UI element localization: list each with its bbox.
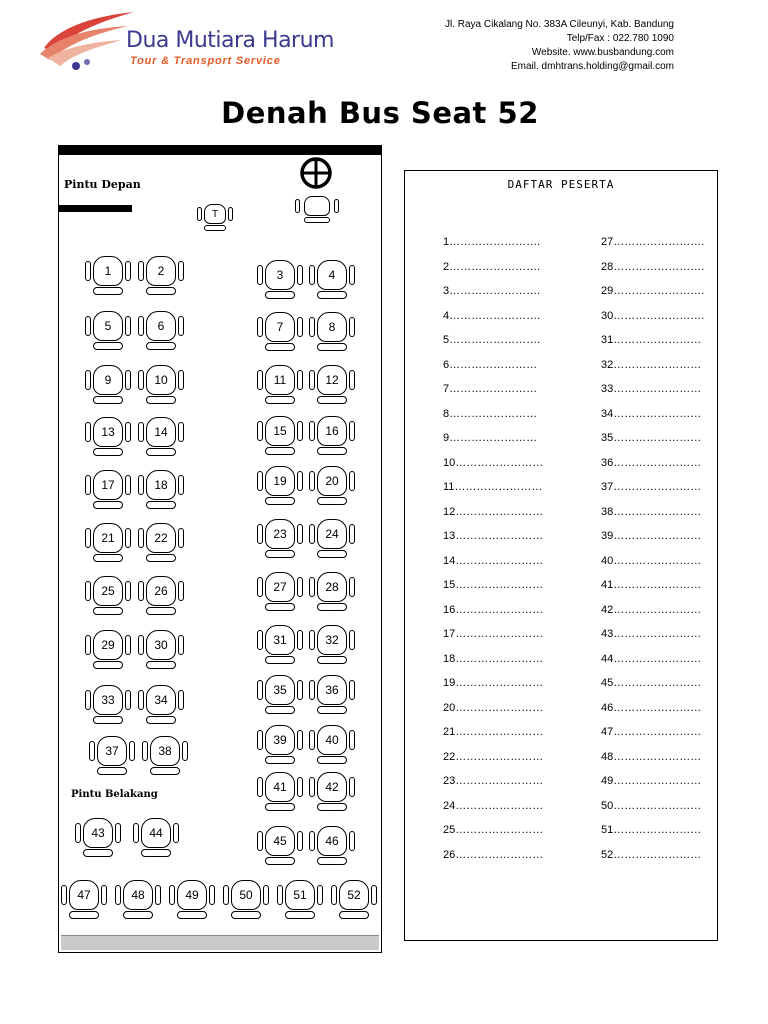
- seat-6: [138, 311, 184, 355]
- seat-number: 36: [325, 683, 339, 697]
- seat-number: 34: [154, 693, 168, 707]
- seat-number: 46: [325, 834, 339, 848]
- seat-number: 45: [273, 834, 287, 848]
- participant-list: [404, 170, 718, 941]
- participant-entry: 37……………………: [601, 481, 702, 493]
- seat-22: [138, 523, 184, 567]
- participant-entry: 23……………………: [443, 775, 544, 787]
- seat-number: 44: [149, 826, 163, 840]
- participant-entry: 29…………………….: [601, 285, 705, 297]
- seat-2: [138, 256, 184, 300]
- seat-14: [138, 417, 184, 461]
- seat-38: [142, 736, 188, 780]
- brand-name: Dua Mutiara Harum: [126, 28, 334, 53]
- seat-number: 6: [157, 319, 165, 333]
- driver-seat: [295, 196, 339, 226]
- participant-entry: 28…………………….: [601, 260, 705, 273]
- seat-number: 40: [325, 733, 339, 747]
- seat-number: 5: [104, 319, 112, 333]
- seat-36: [309, 675, 355, 719]
- seat-19: [257, 466, 303, 510]
- participant-entry: 7……………………: [443, 383, 538, 395]
- seat-number: 17: [101, 478, 115, 492]
- participant-entry: 4…………………….: [443, 309, 541, 322]
- seat-number: T: [211, 209, 219, 220]
- participant-list-title: DAFTAR PESERTA: [507, 178, 615, 191]
- seat-40: [309, 725, 355, 769]
- bus-rear-bar: [61, 935, 379, 950]
- participant-entry: 48……………………: [601, 750, 702, 763]
- participant-entry: 45……………………: [601, 677, 702, 689]
- seat-number: 10: [154, 373, 168, 387]
- participant-entry: 17……………………: [443, 628, 544, 640]
- participant-entry: 13……………………: [443, 530, 544, 542]
- front-door-marker: [59, 205, 132, 212]
- seat-number: 52: [347, 888, 361, 902]
- participant-entry: 20……………………: [443, 701, 544, 714]
- participant-entry: 21……………………: [443, 726, 544, 738]
- seat-number: 15: [273, 424, 287, 438]
- participant-entry: 1…………………….: [443, 236, 541, 248]
- seat-number: 31: [273, 633, 287, 647]
- participant-entry: 22……………………: [443, 750, 544, 763]
- seat-number: 11: [273, 373, 287, 387]
- participant-entry: 14……………………: [443, 554, 544, 567]
- tour-guide-seat: [197, 204, 233, 234]
- seat-8: [309, 312, 355, 356]
- seat-42: [309, 772, 355, 816]
- participant-entry: 2…………………….: [443, 260, 541, 273]
- seat-13: [85, 417, 131, 461]
- seat-number: 7: [276, 320, 284, 334]
- participant-entry: 40……………………: [601, 554, 702, 567]
- seat-24: [309, 519, 355, 563]
- participant-entry: 12……………………: [443, 505, 544, 518]
- front-door-label: Pintu Depan: [64, 178, 141, 191]
- seat-35: [257, 675, 303, 719]
- seat-46: [309, 826, 355, 870]
- seat-number: 4: [328, 268, 336, 282]
- participant-entry: 16……………………: [443, 603, 544, 616]
- seat-33: [85, 685, 131, 729]
- seat-23: [257, 519, 303, 563]
- seat-26: [138, 576, 184, 620]
- participant-entry: 38……………………: [601, 505, 702, 518]
- seat-number: 48: [131, 888, 145, 902]
- seat-34: [138, 685, 184, 729]
- seat-11: [257, 365, 303, 409]
- participant-entry: 26……………………: [443, 848, 544, 861]
- seat-number: 14: [154, 425, 168, 439]
- participant-entry: 39……………………: [601, 530, 702, 542]
- participant-entry: 44……………………: [601, 652, 702, 665]
- page-title: Denah Bus Seat 52: [221, 96, 539, 130]
- seat-number: 28: [325, 580, 339, 594]
- seat-number: 47: [77, 888, 91, 902]
- seat-4: [309, 260, 355, 304]
- participant-entry: 51……………………: [601, 824, 702, 836]
- participant-entry: 10……………………: [443, 456, 544, 469]
- bus-floor-plan: [58, 145, 382, 953]
- seat-9: [85, 365, 131, 409]
- participant-entry: 47……………………: [601, 726, 702, 738]
- participant-entry: 31……………………: [601, 334, 702, 346]
- seat-number: 37: [105, 744, 119, 758]
- seat-52: [331, 880, 377, 924]
- seat-49: [169, 880, 215, 924]
- seat-12: [309, 365, 355, 409]
- seat-43: [75, 818, 121, 862]
- seat-number: 25: [101, 584, 115, 598]
- contact-email: Email. dmhtrans.holding@gmail.com: [511, 61, 674, 72]
- contact-phone: Telp/Fax : 022.780 1090: [566, 33, 674, 44]
- seat-21: [85, 523, 131, 567]
- seat-number: 20: [325, 474, 339, 488]
- seat-number: 30: [154, 638, 168, 652]
- seat-number: 21: [101, 531, 115, 545]
- participant-entry: 5…………………….: [443, 334, 541, 346]
- seat-number: 3: [276, 268, 284, 282]
- participant-entry: 27…………………….: [601, 236, 705, 248]
- seat-number: 19: [273, 474, 287, 488]
- participant-entry: 46……………………: [601, 701, 702, 714]
- seat-47: [61, 880, 107, 924]
- participant-entry: 34……………………: [601, 407, 702, 420]
- seat-number: 43: [91, 826, 105, 840]
- seat-number: 2: [157, 264, 165, 278]
- participant-entry: 8……………………: [443, 407, 538, 420]
- seat-39: [257, 725, 303, 769]
- seat-10: [138, 365, 184, 409]
- seat-50: [223, 880, 269, 924]
- participant-entry: 36……………………: [601, 456, 702, 469]
- seat-number: 26: [154, 584, 168, 598]
- brand-tagline: Tour & Transport Service: [130, 55, 281, 67]
- participant-entry: 24……………………: [443, 799, 544, 812]
- participant-entry: 42……………………: [601, 603, 702, 616]
- participant-entry: 30…………………….: [601, 309, 705, 322]
- contact-info: [445, 18, 674, 74]
- seat-5: [85, 311, 131, 355]
- participant-entry: 32……………………: [601, 358, 702, 371]
- seat-number: 50: [239, 888, 253, 902]
- seat-number: 32: [325, 633, 339, 647]
- seat-number: 9: [104, 373, 112, 387]
- seat-7: [257, 312, 303, 356]
- seat-37: [89, 736, 135, 780]
- seat-44: [133, 818, 179, 862]
- seat-29: [85, 630, 131, 674]
- seat-31: [257, 625, 303, 669]
- seat-number: 22: [154, 531, 168, 545]
- participant-entry: 43……………………: [601, 628, 702, 640]
- participant-entry: 9……………………: [443, 432, 538, 444]
- seat-41: [257, 772, 303, 816]
- seat-number: 16: [325, 424, 339, 438]
- seat-51: [277, 880, 323, 924]
- participant-entry: 3…………………….: [443, 285, 541, 297]
- participant-entry: 52……………………: [601, 848, 702, 861]
- participant-entry: 41……………………: [601, 579, 702, 591]
- seat-number: 13: [101, 425, 115, 439]
- seat-17: [85, 470, 131, 514]
- participant-entry: 35……………………: [601, 432, 702, 444]
- seat-number: 33: [101, 693, 115, 707]
- seat-number: 38: [158, 744, 172, 758]
- seat-number: 23: [273, 527, 287, 541]
- seat-1: [85, 256, 131, 300]
- seat-number: 1: [104, 264, 112, 278]
- seat-number: 39: [273, 733, 287, 747]
- seat-number: 41: [273, 780, 287, 794]
- seat-18: [138, 470, 184, 514]
- rear-door-label: Pintu Belakang: [71, 789, 158, 800]
- seat-number: 29: [101, 638, 115, 652]
- seat-30: [138, 630, 184, 674]
- seat-number: 8: [328, 320, 336, 334]
- seat-45: [257, 826, 303, 870]
- seat-number: 27: [273, 580, 287, 594]
- logo-swoosh-icon: [38, 8, 138, 76]
- seat-number: 49: [185, 888, 199, 902]
- seat-15: [257, 416, 303, 460]
- seat-27: [257, 572, 303, 616]
- seat-20: [309, 466, 355, 510]
- participant-entry: 15……………………: [443, 579, 544, 591]
- participant-entry: 33……………………: [601, 383, 702, 395]
- participant-entry: 50……………………: [601, 799, 702, 812]
- participant-entry: 25……………………: [443, 824, 544, 836]
- seat-48: [115, 880, 161, 924]
- bus-front-bar: [59, 146, 381, 155]
- participant-entry: 18……………………: [443, 652, 544, 665]
- seat-number: 51: [293, 888, 307, 902]
- seat-number: 12: [325, 373, 339, 387]
- participant-entry: 19……………………: [443, 677, 544, 689]
- seat-number: 42: [325, 780, 339, 794]
- participant-entry: 11……………………: [443, 481, 543, 493]
- seat-25: [85, 576, 131, 620]
- seat-3: [257, 260, 303, 304]
- seat-32: [309, 625, 355, 669]
- seat-number: 18: [154, 478, 168, 492]
- participant-entry: 49……………………: [601, 775, 702, 787]
- seat-number: 24: [325, 527, 339, 541]
- seat-number: 35: [273, 683, 287, 697]
- seat-28: [309, 572, 355, 616]
- participant-entry: 6……………………: [443, 358, 538, 371]
- contact-address: Jl. Raya Cikalang No. 383A Cileunyi, Kab. Bandung: [444, 19, 674, 30]
- seat-16: [309, 416, 355, 460]
- contact-website: Website. www.busbandung.com: [531, 47, 674, 58]
